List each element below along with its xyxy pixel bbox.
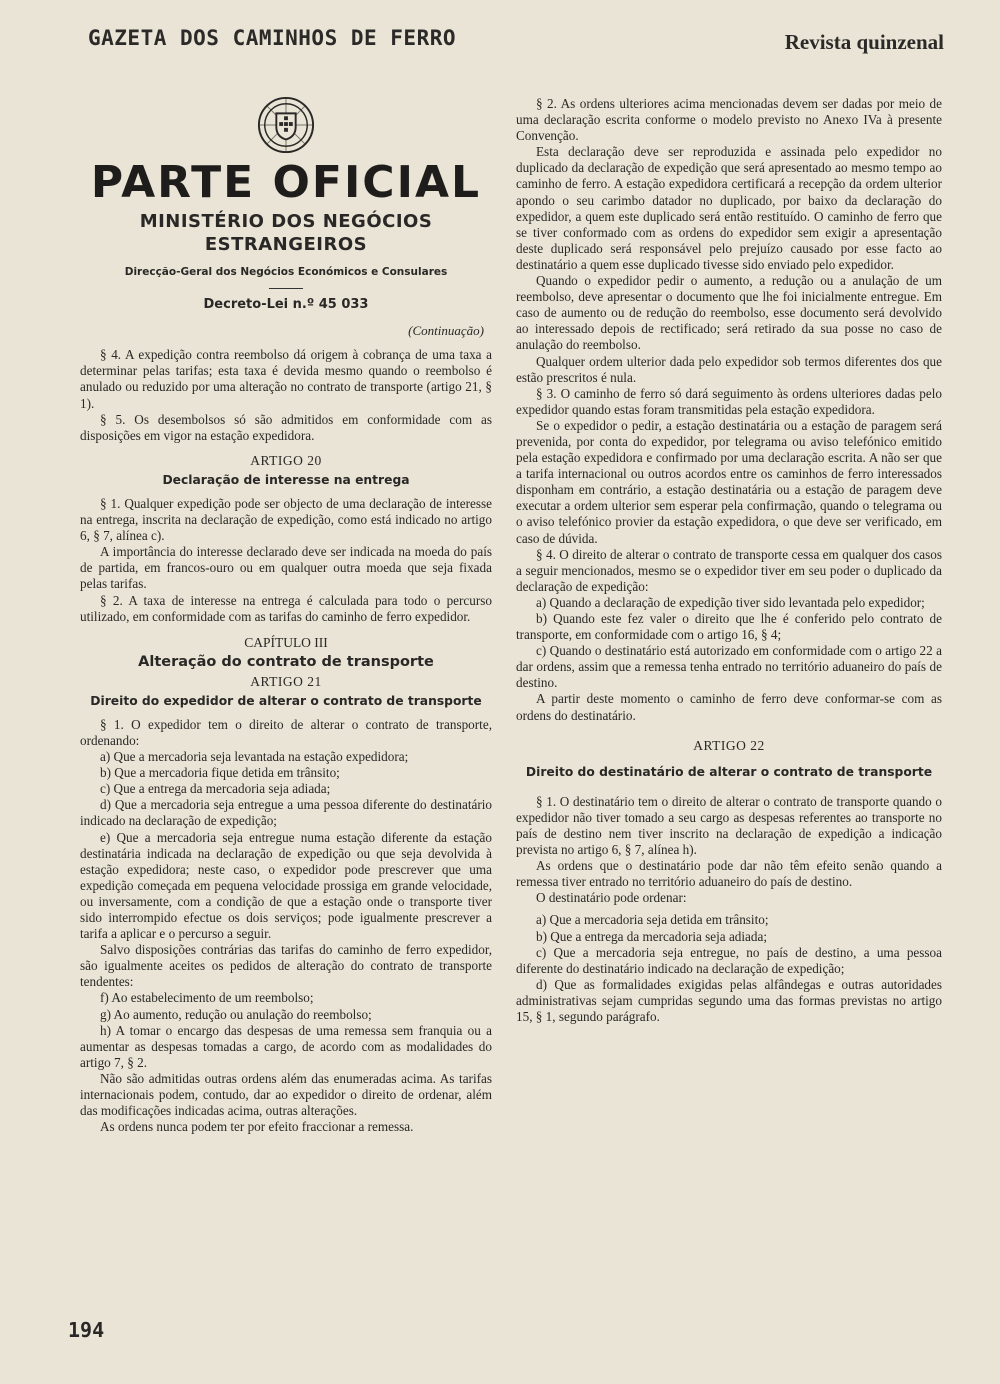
paragraph: § 2. A taxa de interesse na entrega é calculada para todo o percurso utilizado, em conformidade com as tarifas do caminho de ferro expedidor. bbox=[80, 592, 492, 624]
journal-title: GAZETA DOS CAMINHOS DE FERRO bbox=[88, 26, 457, 50]
divider bbox=[269, 288, 303, 289]
list-item: b) Que a mercadoria fique detida em trânsito; bbox=[100, 765, 340, 781]
list-item: f) Ao estabelecimento de um reembolso; bbox=[100, 990, 314, 1006]
direccao-geral: Direcção-Geral dos Negócios Económicos e Consulares bbox=[124, 266, 448, 278]
list-item: c) Que a mercadoria seja entregue, no país de destino, a uma pessoa diferente do destinatário indicado na declaração de expedição; bbox=[516, 944, 942, 976]
paragraph: § 4. O direito de alterar o contrato de transporte cessa em qualquer dos casos a seguir mencionados, mesmo se o expedidor tiver em seu poder o duplicado da declaração de expedição: bbox=[516, 546, 942, 594]
list-item: a) Que a mercadoria seja levantada na estação expedidora; bbox=[100, 749, 409, 765]
paragraph: § 3. O caminho de ferro só dará seguimento às ordens ulteriores dadas pelo expedidor quando estas foram transmitidas pela estação expedidora. bbox=[516, 385, 942, 417]
article-number: ARTIGO 20 bbox=[250, 452, 322, 468]
coat-of-arms-icon bbox=[257, 96, 315, 154]
list-item: b) Que a entrega da mercadoria seja adiada; bbox=[536, 928, 768, 944]
paragraph: A partir deste momento o caminho de ferro deve conformar-se com as ordens do destinatário. bbox=[516, 691, 942, 723]
list-item: d) Que as formalidades exigidas pelas alfândegas e outras autoridades administrativas sejam cumpridas segundo uma das formas previstas no artigo 15, § 1, segundo parágrafo. bbox=[516, 976, 942, 1024]
section-title: PARTE OFICIAL bbox=[90, 157, 482, 208]
paragraph: Esta declaração deve ser reproduzida e assinada pelo expedidor no duplicado da declaração de expedição que será apresentado ao mesmo tempo ao caminho de ferro. A estação expedidora certificará a recepção da ordem ulterior apondo o seu carimbo datador no duplicado, por baixo da declaração do expedidor, a quem este duplicado será então restituído. O caminho de ferro que se tiver conformado com as ordens do expedidor sem exigir a apresentação deste duplicado será responsável pelo prejuízo causado por esse facto ao destinatário a quem esse duplicado tivesse sido enviado pelo expedidor. bbox=[516, 144, 942, 272]
paragraph: As ordens que o destinatário pode dar não têm efeito senão quando a remessa tiver entrado no território aduaneiro do país de destino. bbox=[516, 858, 942, 890]
list-item: a) Que a mercadoria seja detida em trânsito; bbox=[536, 912, 769, 928]
paragraph: A importância do interesse declarado deve ser indicada na moeda do país de partida, em francos-ouro ou em qualquer outra moeda que seja fixada pelas tarifas. bbox=[80, 544, 492, 592]
paragraph: O destinatário pode ordenar: bbox=[536, 890, 687, 906]
article-number: ARTIGO 22 bbox=[693, 737, 765, 753]
article-number: ARTIGO 21 bbox=[250, 673, 322, 689]
continuation-note: (Continuação) bbox=[408, 323, 484, 339]
chapter-number: CAPÍTULO III bbox=[244, 634, 328, 650]
paragraph: § 2. As ordens ulteriores acima mencionadas devem ser dadas por meio de uma declaração escrita conforme o modelo previsto no Anexo IVa à presente Convenção. bbox=[516, 96, 942, 144]
ministry-line-2: ESTRANGEIROS bbox=[204, 234, 368, 255]
list-item: h) A tomar o encargo das despesas de uma remessa sem franquia ou a aumentar as despesas tomadas a cargo, de acordo com as modalidades do artigo 7, § 2. bbox=[80, 1022, 492, 1070]
paragraph: Quando o expedidor pedir o aumento, a redução ou a anulação de um reembolso, deve apresentar o documento que lhe foi inicialmente entregue. Em caso de aumento ou de redução do reembolso, esse documento será devolvido ao interessado depois de rectificado; será retirado da sua posse no caso de anulação do reembolso. bbox=[516, 273, 942, 353]
paragraph: § 5. Os desembolsos só são admitidos em conformidade com as disposições em vigor na estação expedidora. bbox=[80, 411, 492, 443]
list-item: g) Ao aumento, redução ou anulação do reembolso; bbox=[100, 1006, 372, 1022]
paragraph: Salvo disposições contrárias das tarifas do caminho de ferro expedidor, são igualmente aceites os pedidos de alteração do contrato de transporte tendentes: bbox=[80, 942, 492, 990]
list-item: b) Quando este fez valer o direito que lhe é conferido pelo contrato de transporte, em conformidade com o artigo 16, § 4; bbox=[516, 611, 942, 643]
paragraph: § 1. O expedidor tem o direito de alterar o contrato de transporte, ordenando: bbox=[80, 716, 492, 748]
list-item: c) Quando o destinatário está autorizado em conformidade com o artigo 22 a dar ordens, assim que a remessa tenha entrado no território aduaneiro do país de destino. bbox=[516, 643, 942, 691]
paragraph: § 1. O destinatário tem o direito de alterar o contrato de transporte quando o expedidor não tiver tomado a seu cargo as despesas referentes ao transporte no país de destino nem tiver inscrito na declaração de expedição a indicação prevista no artigo 6, § 7, alínea h). bbox=[516, 793, 942, 858]
decree-number: Decreto-Lei n.º 45 033 bbox=[203, 297, 369, 313]
list-item: c) Que a entrega da mercadoria seja adiada; bbox=[100, 781, 331, 797]
paragraph: Se o expedidor o pedir, a estação destinatária ou a estação de paragem será prevenida, por conta do expedidor, por telegrama ou aviso telefónico emitido pela estação expedidora e confirmado por uma declaração escrita. A não ser que a tarifa internacional ou outros acordos entre os caminhos de ferro interessados disponham em contrário, a estação destinatária ou a estação de paragem deve executar a ordem ulterior sem esperar pela confirmação, quando o telegrama ou o aviso telefónico provier da estação expedidora, o que deve ser verificado, em caso de dúvida. bbox=[516, 417, 942, 546]
article-title: Direito do expedidor de alterar o contrato de transporte bbox=[90, 693, 482, 708]
paragraph: Não são admitidas outras ordens além das enumeradas acima. As tarifas internacionais podem, contudo, dar ao expedidor o direito de ordenar, além das modificações indicadas acima, outras alterações. bbox=[80, 1070, 492, 1119]
right-column bbox=[516, 96, 942, 1025]
journal-subtitle: Revista quinzenal bbox=[784, 30, 944, 54]
left-column bbox=[80, 96, 492, 1135]
paragraph: As ordens nunca podem ter por efeito fraccionar a remessa. bbox=[100, 1119, 414, 1135]
paragraph: Qualquer ordem ulterior dada pelo expedidor sob termos diferentes dos que estão prescritos é nula. bbox=[516, 353, 942, 385]
list-item: e) Que a mercadoria seja entregue numa estação diferente da estação destinatária indicada na declaração de expedição ou que seja devolvida à estação expedidora; neste caso, o expedidor pode prescrever que uma expedição começada em pequena velocidade prossiga em grande velocidade, ou inversamente, com a condição de que a estação onde o transporte tiver sido interrompido efectue os dois serviços; pode igualmente prescrever a tarifa a aplicar e o percurso a seguir. bbox=[80, 829, 492, 942]
paragraph: § 1. Qualquer expedição pode ser objecto de uma declaração de interesse na entrega, inscrita na declaração de expedição, como está indicado no artigo 6, § 7, alínea c). bbox=[80, 495, 492, 544]
list-item: d) Que a mercadoria seja entregue a uma pessoa diferente do destinatário indicado na declaração de expedição; bbox=[80, 797, 492, 829]
page-number: 194 bbox=[68, 1318, 105, 1342]
article-title: Direito do destinatário de alterar o contrato de transporte bbox=[525, 764, 933, 779]
paragraph: § 4. A expedição contra reembolso dá origem à cobrança de uma taxa a determinar pelas tarifas; esta taxa é devida mesmo quando o reembolso é anulado ou reduzido por uma alteração no contrato de transporte (artigo 21, § 1). bbox=[80, 347, 492, 411]
list-item: a) Quando a declaração de expedição tiver sido levantada pelo expedidor; bbox=[536, 594, 925, 610]
article-title: Declaração de interesse na entrega bbox=[162, 472, 410, 487]
ministry-line-1: MINISTÉRIO DOS NEGÓCIOS bbox=[139, 211, 433, 232]
chapter-title: Alteração do contrato de transporte bbox=[138, 653, 434, 670]
